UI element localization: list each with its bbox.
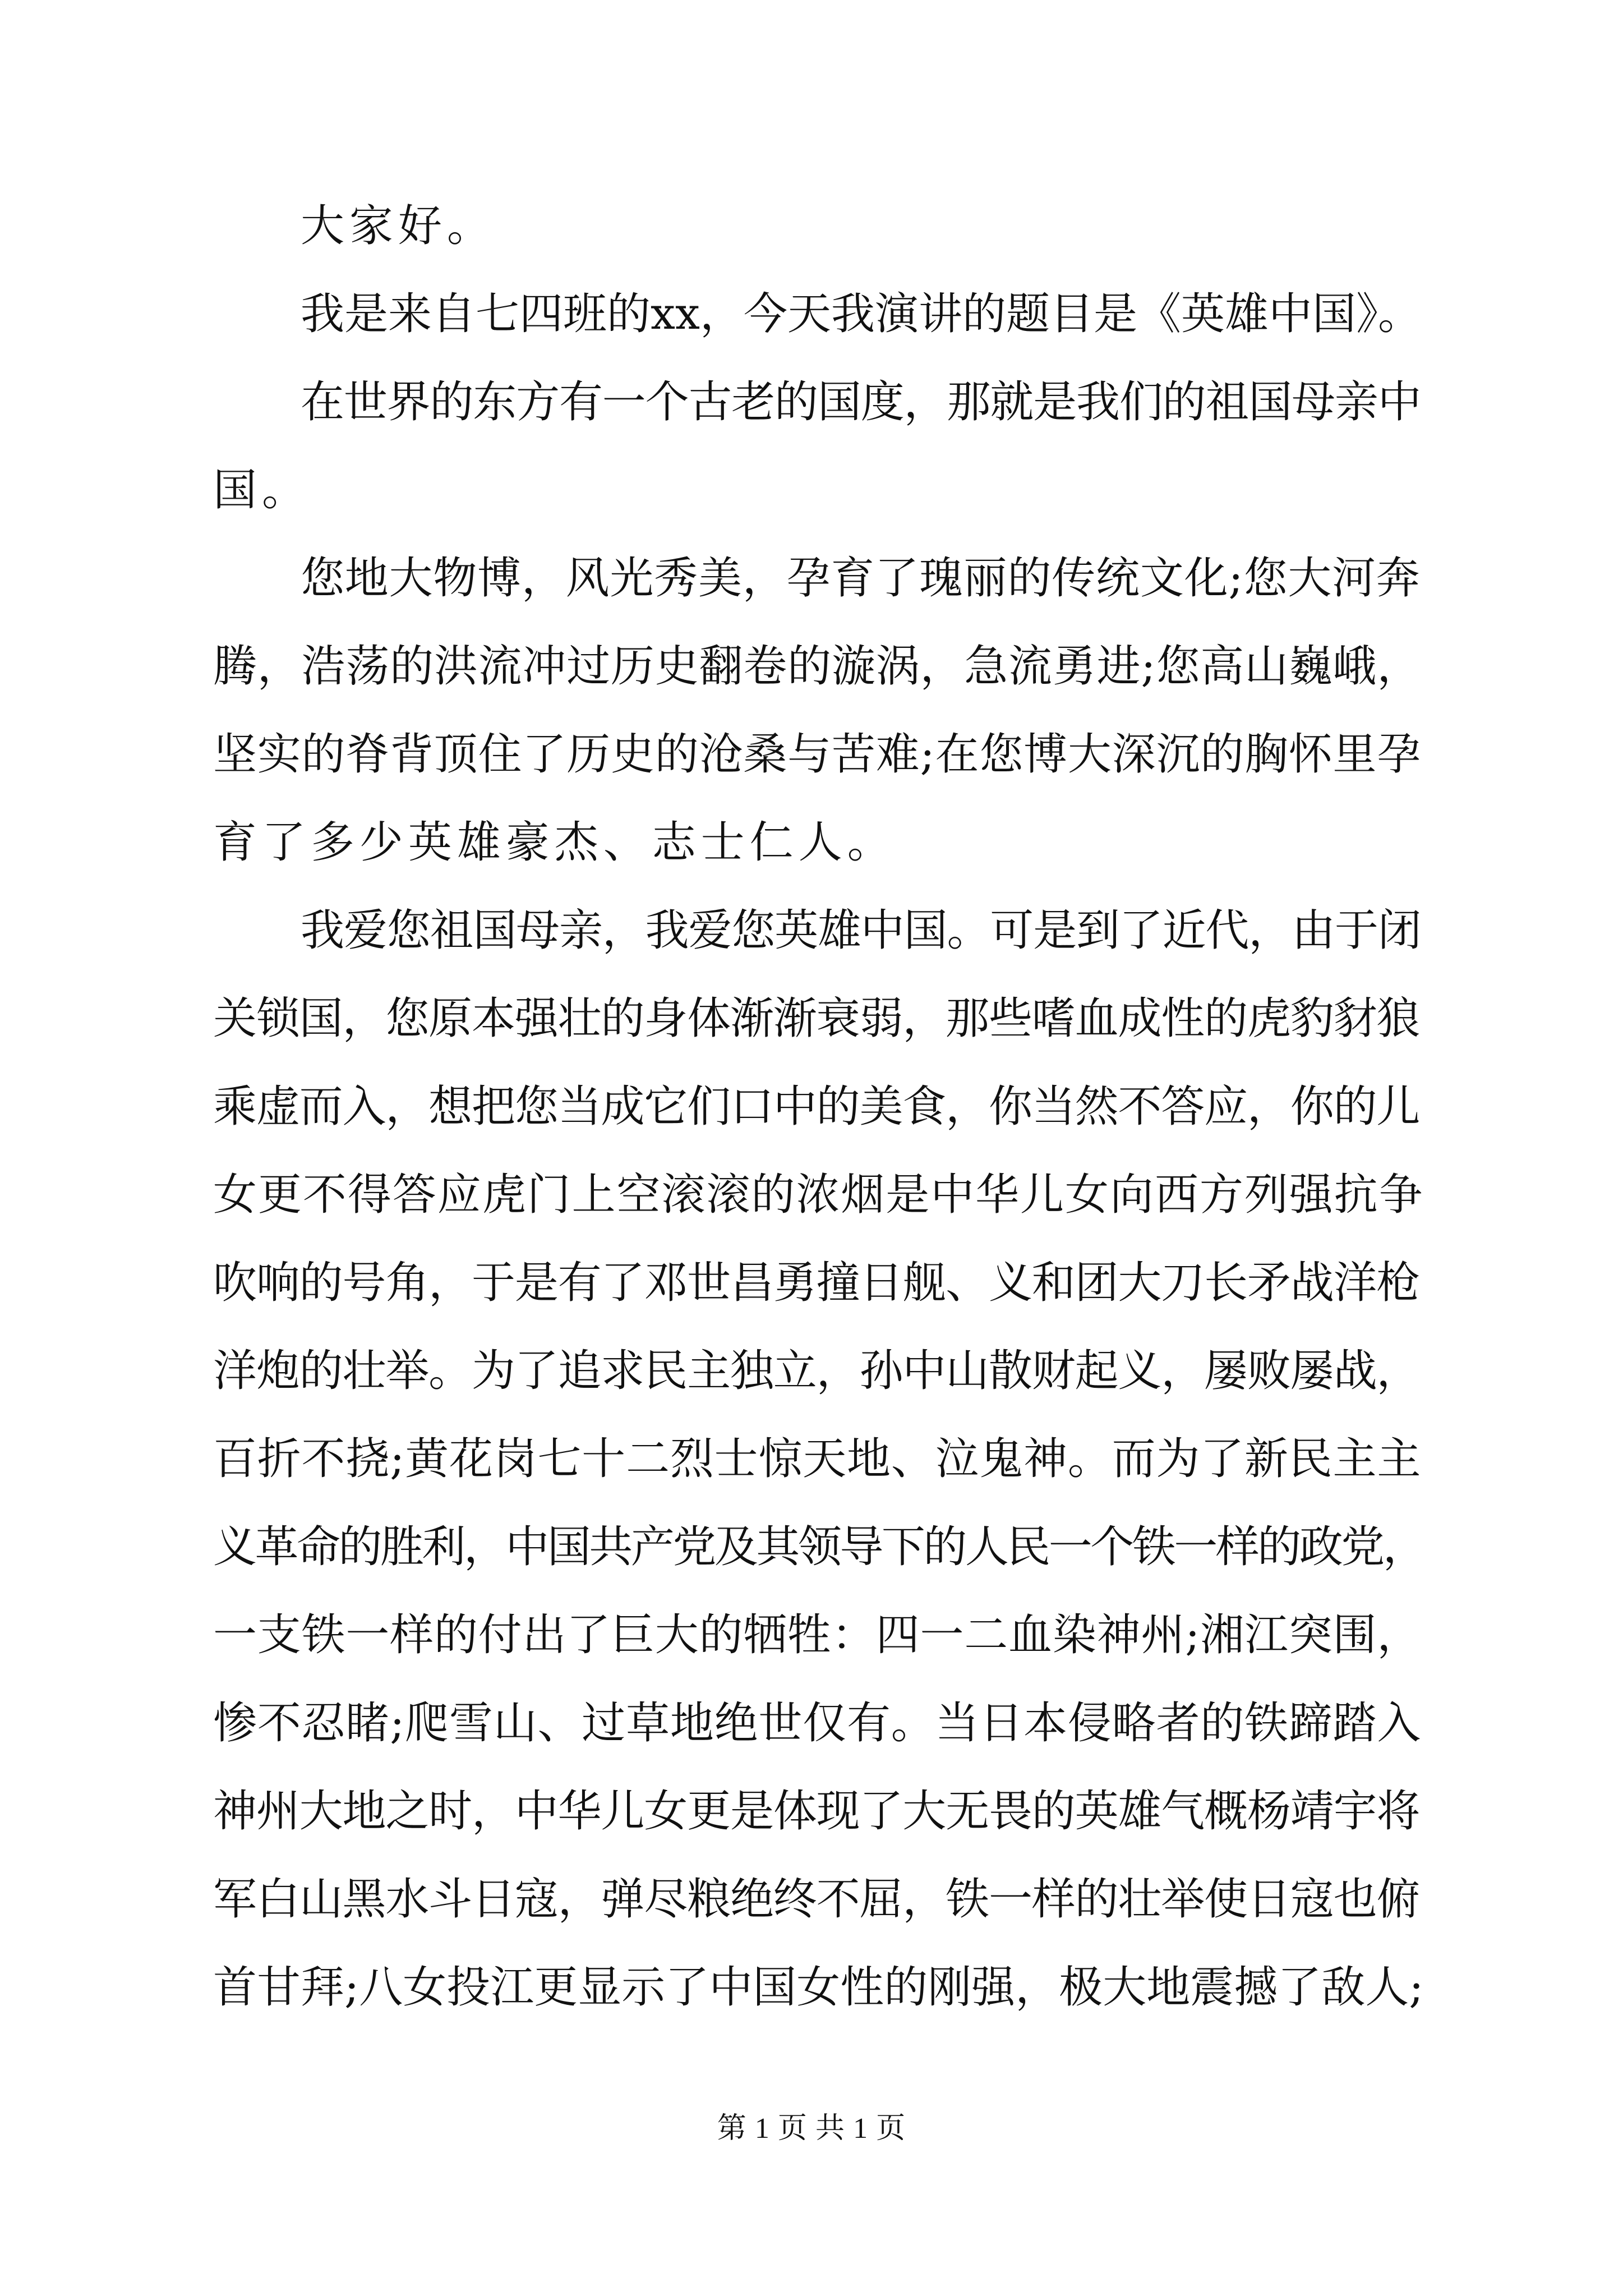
paragraph bbox=[213, 270, 1424, 358]
paragraph bbox=[213, 182, 1424, 270]
text-line: 育了多少英雄豪杰、志士仁人。 bbox=[213, 817, 896, 868]
document-body bbox=[213, 182, 1424, 2032]
text-line: 惨不忍睹;爬雪山、过草地绝世仅有。当日本侵略者的铁蹄踏入 bbox=[213, 1698, 1422, 1749]
paragraph bbox=[213, 887, 1424, 2032]
text-line: 女更不得答应虎门上空滚滚的浓烟是中华儿女向西方列强抗争 bbox=[213, 1170, 1424, 1220]
text-line: 一支铁一样的付出了巨大的牺牲：四一二血染神州;湘江突围， bbox=[213, 1610, 1422, 1660]
text-line: 您地大物博，风光秀美，孕育了瑰丽的传统文化;您大河奔 bbox=[301, 553, 1421, 604]
text-line: 我是来自七四班的xx，今天我演讲的题目是《英雄中国》。 bbox=[301, 289, 1422, 339]
text-line: 吹响的号角，于是有了邓世昌勇撞日舰、义和团大刀长矛战洋枪 bbox=[213, 1258, 1420, 1308]
text-line: 首甘拜;八女投江更显示了中国女性的刚强，极大地震撼了敌人; bbox=[213, 1962, 1424, 2013]
text-line: 百折不挠;黄花岗七十二烈士惊天地、泣鬼神。而为了新民主主 bbox=[213, 1434, 1422, 1484]
text-line: 义革命的胜利，中国共产党及其领导下的人民一个铁一样的政党， bbox=[213, 1522, 1425, 1572]
text-line: 大家好。 bbox=[301, 201, 496, 251]
text-line: 关锁国，您原本强壮的身体渐渐衰弱，那些嗜血成性的虎豹豺狼 bbox=[213, 993, 1420, 1044]
text-line: 坚实的脊背顶住了历史的沧桑与苦难;在您博大深沉的胸怀里孕 bbox=[213, 729, 1422, 780]
text-line: 国。 bbox=[213, 465, 311, 516]
text-line: 乘虚而入，想把您当成它们口中的美食，你当然不答应，你的儿 bbox=[213, 1082, 1420, 1132]
text-line: 神州大地之时，中华儿女更是体现了大无畏的英雄气概杨靖宇将 bbox=[213, 1786, 1420, 1837]
paragraph bbox=[213, 535, 1424, 887]
text-line: 在世界的东方有一个古老的国度，那就是我们的祖国母亲中 bbox=[301, 377, 1421, 427]
text-line: 腾，浩荡的洪流冲过历史翻卷的漩涡，急流勇进;您高山巍峨， bbox=[213, 641, 1422, 692]
text-line: 军白山黑水斗日寇，弹尽粮绝终不屈，铁一样的壮举使日寇也俯 bbox=[213, 1874, 1420, 1925]
text-line: 我爱您祖国母亲，我爱您英雄中国。可是到了近代，由于闭 bbox=[301, 905, 1421, 956]
page-footer: 第 1 页 共 1 页 bbox=[717, 2113, 906, 2145]
paragraph bbox=[213, 358, 1424, 535]
text-line: 洋炮的壮举。为了追求民主独立，孙中山散财起义，屡败屡战， bbox=[213, 1346, 1420, 1396]
